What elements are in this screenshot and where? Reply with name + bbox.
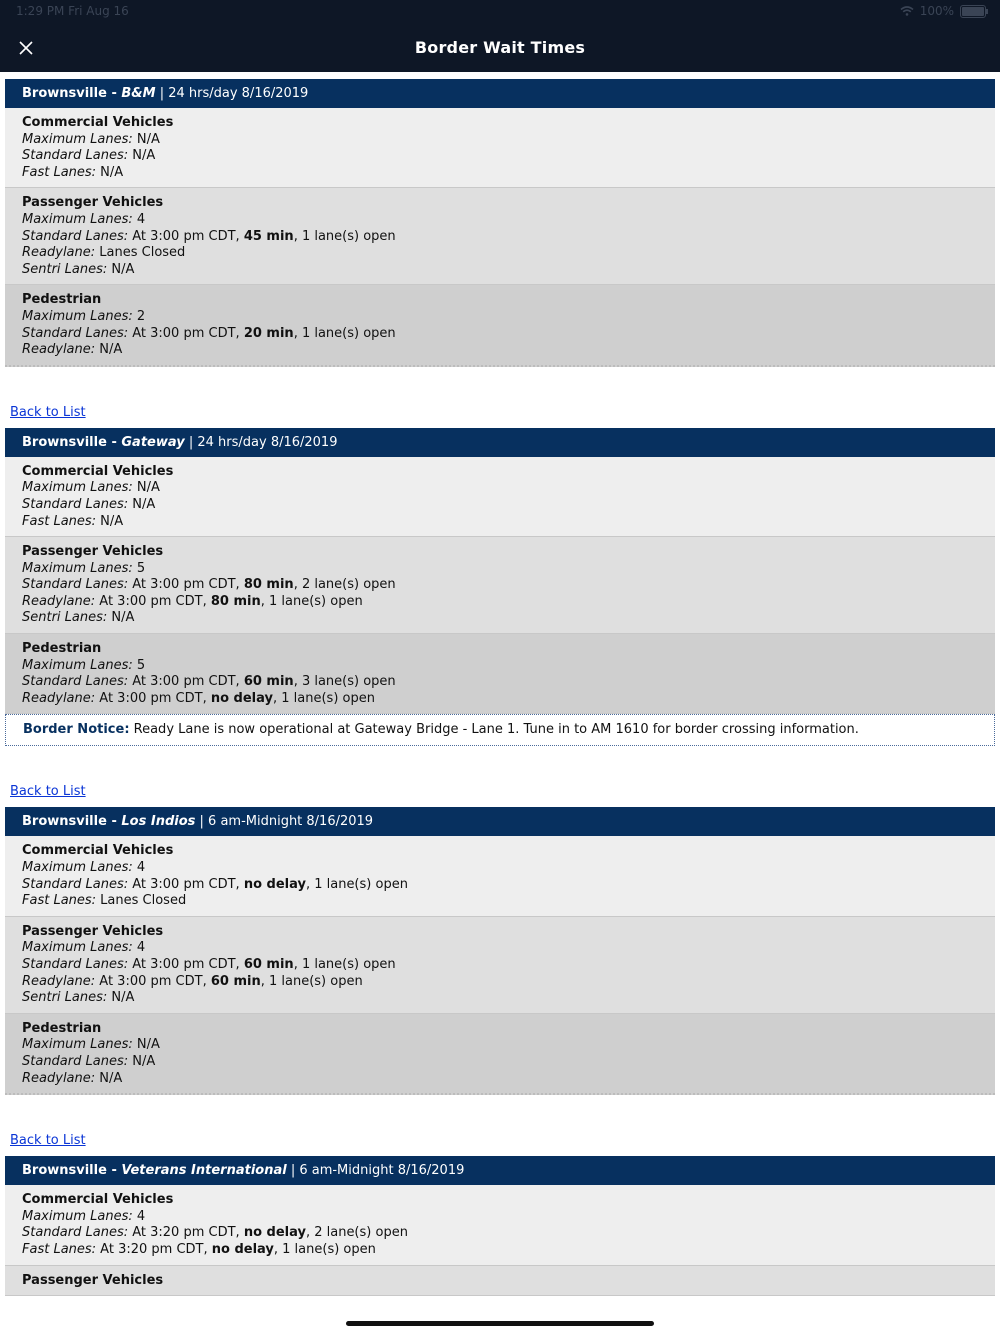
status-time: 1:29 PM Fri Aug 16	[16, 4, 129, 18]
commercial-vehicles-section: Commercial Vehicles Maximum Lanes: N/A Standard Lanes: N/A Fast Lanes: N/A	[5, 108, 995, 188]
port-header: Brownsville - Gateway | 24 hrs/day 8/16/2019	[5, 428, 995, 457]
status-right	[900, 4, 986, 18]
passenger-vehicles-section: Passenger Vehicles Maximum Lanes: 5 Standard Lanes: At 3:00 pm CDT, 80 min, 2 lane(s) open Readylane: At 3:00 pm CDT, 80 min, 1 lane(s) open Sentri Lanes: N/A	[5, 537, 995, 634]
port-header: Brownsville - B&M | 24 hrs/day 8/16/2019	[5, 79, 995, 108]
border-notice: Border Notice: Ready Lane is now operational at Gateway Bridge - Lane 1. Tune in to AM 1610 for border crossing information.	[5, 714, 995, 746]
back-to-list-link[interactable]: Back to List	[10, 404, 86, 420]
commercial-vehicles-section: Commercial Vehicles Maximum Lanes: 4 Standard Lanes: At 3:20 pm CDT, no delay, 2 lane(s) open Fast Lanes: At 3:20 pm CDT, no delay, 1 lane(s) open	[5, 1185, 995, 1265]
home-indicator[interactable]	[346, 1321, 654, 1326]
port-card	[5, 428, 995, 747]
wifi-icon	[900, 6, 914, 16]
port-header: Brownsville - Los Indios | 6 am-Midnight 8/16/2019	[5, 807, 995, 836]
passenger-vehicles-section: Passenger Vehicles Maximum Lanes: 4 Standard Lanes: At 3:00 pm CDT, 60 min, 1 lane(s) open Readylane: At 3:00 pm CDT, 60 min, 1 lane(s) open Sentri Lanes: N/A	[5, 917, 995, 1014]
battery-icon	[960, 5, 986, 18]
wait-times-list[interactable]	[0, 72, 1000, 1312]
back-to-list-link[interactable]: Back to List	[10, 1133, 86, 1149]
port-card	[5, 79, 995, 367]
pedestrian-section: Pedestrian Maximum Lanes: 5 Standard Lanes: At 3:00 pm CDT, 60 min, 3 lane(s) open Readylane: At 3:00 pm CDT, no delay, 1 lane(s) open	[5, 634, 995, 714]
passenger-vehicles-section: Passenger Vehicles Maximum Lanes: 4 Standard Lanes: At 3:00 pm CDT, 45 min, 1 lane(s) open Readylane: Lanes Closed Sentri Lanes: N/A	[5, 188, 995, 285]
pedestrian-section: Pedestrian Maximum Lanes: N/A Standard Lanes: N/A Readylane: N/A	[5, 1014, 995, 1095]
pedestrian-section: Pedestrian Maximum Lanes: 2 Standard Lanes: At 3:00 pm CDT, 20 min, 1 lane(s) open Readylane: N/A	[5, 285, 995, 366]
commercial-vehicles-section: Commercial Vehicles Maximum Lanes: 4 Standard Lanes: At 3:00 pm CDT, no delay, 1 lane(s) open Fast Lanes: Lanes Closed	[5, 836, 995, 916]
passenger-vehicles-section: Passenger Vehicles	[5, 1266, 995, 1297]
battery-percent: 100%	[919, 4, 954, 18]
back-to-list-link[interactable]: Back to List	[10, 784, 86, 800]
port-header: Brownsville - Veterans International | 6 am-Midnight 8/16/2019	[5, 1156, 995, 1185]
commercial-vehicles-section: Commercial Vehicles Maximum Lanes: N/A Standard Lanes: N/A Fast Lanes: N/A	[5, 457, 995, 537]
page-title: Border Wait Times	[414, 38, 586, 57]
nav-bar	[0, 24, 1000, 72]
port-card	[5, 1156, 995, 1296]
port-card	[5, 807, 995, 1095]
status-bar	[0, 0, 1000, 24]
